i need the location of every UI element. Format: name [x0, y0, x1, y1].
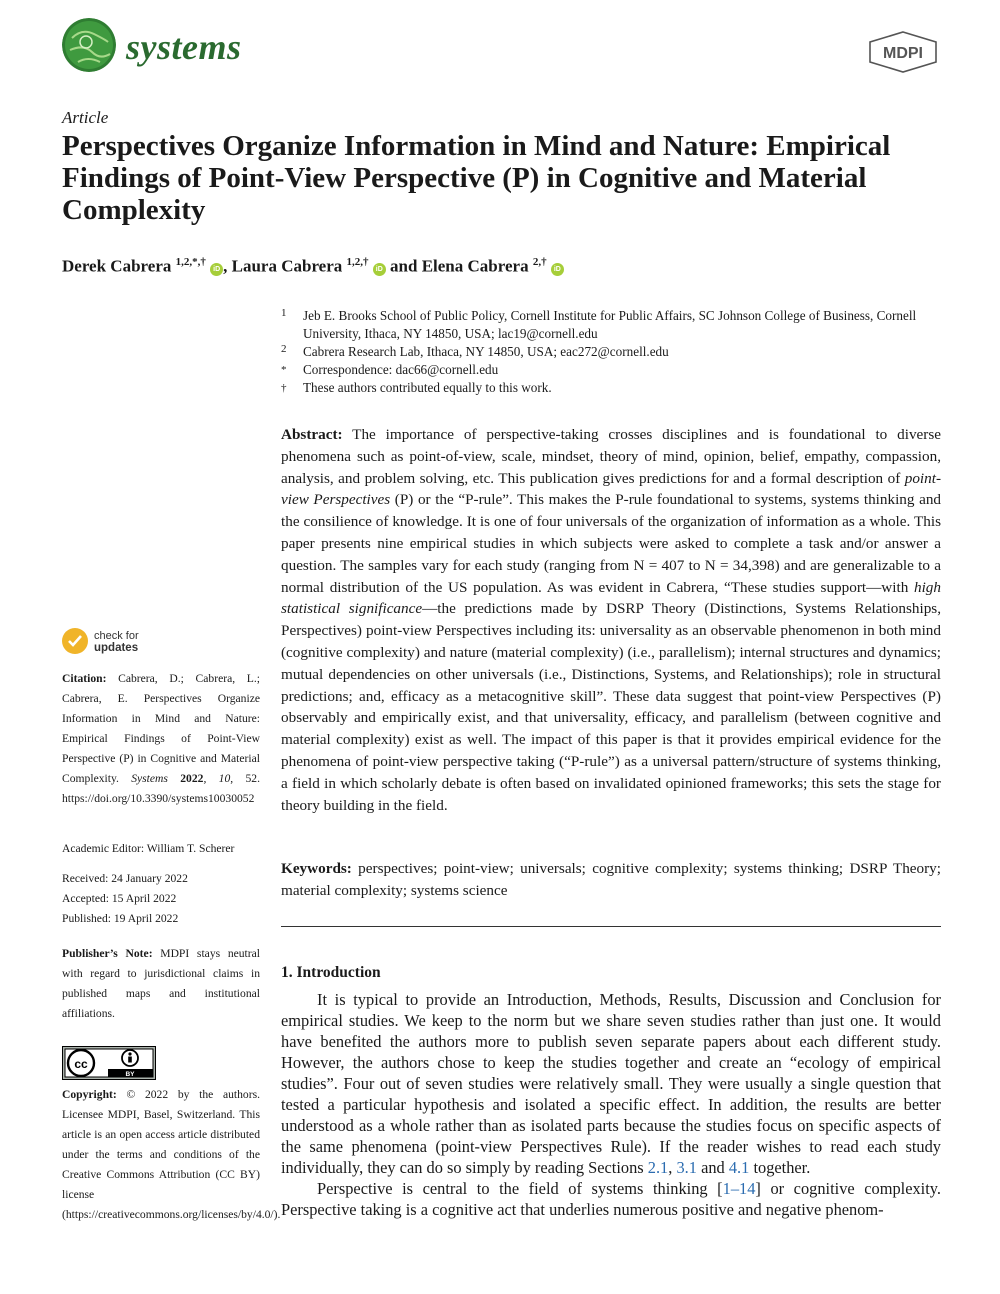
affiliation-item: 1 Jeb E. Brooks School of Public Policy, Cornell Institute for Public Affairs, SC Johnson College of Business, Cornell University, Ithaca, NY 14850, USA; lac19@cornell.edu: [281, 307, 917, 341]
orcid-icon[interactable]: iD: [551, 263, 564, 276]
affiliation-item: * Correspondence: dac66@cornell.edu: [281, 362, 499, 377]
globe-icon: [62, 18, 116, 72]
author-name: Laura Cabrera: [231, 256, 343, 276]
paragraph: It is typical to provide an Introduction, Methods, Results, Discussion and Conclusion for empirical studies. We keep to the norm but we share seven studies rather than just one. It would have benefited the authors more to publish seven separate papers about each different study. However, the authors chose to keep the studies together and create an “ecology of empirical studies”. Four out of seven studies were relatively small. They were usually a single question that tested a particular hypothesis and isolated a specific effect. In addition, the results are better understood as a whole rather than as isolated parts because the studies focus on specific aspects of the same phenomena (point-view Perspectives Rule). If the reader wishes to read each study individually, they can do so simply by reading Sections 2.1, 3.1 and 4.1 together.: [281, 990, 941, 1177]
publisher-logo: [866, 30, 940, 74]
section-title: 1. Introduction: [281, 964, 381, 981]
abstract: Abstract: The importance of perspective-taking crosses disciplines and is foundational to diverse phenomena such as point-of-view, scale, mindset, theory of mind, opinion, belief, empathy, compassion, analysis, and problem solving, etc. This publication gives predictions for and a formal description of point-view Perspectives (P) or the “P-rule”. This makes the P-rule foundational to systems, systems thinking and the consilience of knowledge. It is one of four universals of the organization of information as a whole. This paper presents nine empirical studies in which subjects were asked to complete a task and/or answer a question. The samples vary for each study (ranging from N = 407 to N = 34,398) and are generalizable to a normal distribution of the US population. As was evident in Cabrera, “These studies support—with high statistical significance—the predictions made by DSRP Theory (Distinctions, Systems Relationships, Perspectives) point-view Perspectives including its: universality as an observable phenomenon in both mind (cognitive complexity) and nature (material complexity) (i.e., parallelism); internal structures and dynamics; mutual dependencies on other universals (i.e., Distinctions, Systems, and Relationships); role in structural predictions; and, efficacy as a metacognitive skill”. These data suggest that point-view Perspectives (P) observably and empirically exist, and that universality, efficacy, and parallelism (between cognitive and material complexity) exist as well. The impact of this paper is that it provides empirical evidence for the phenomena of point-view perspective taking (“P-rule”) as a universal pattern/structure of systems thinking, a field in which scholarly debate is often based on invalidated opinioned frameworks; this sets the stage for theory building in the field.: [281, 426, 942, 814]
author-name: Derek Cabrera: [62, 256, 172, 276]
doi-link[interactable]: , 52. https://doi.org/10.3390/systems10030052: [62, 772, 260, 805]
cc-by-license-badge[interactable]: [62, 1046, 156, 1080]
section-link[interactable]: 4.1: [728, 1158, 750, 1177]
journal-name: systems: [126, 27, 242, 67]
section-link[interactable]: 2.1: [647, 1158, 669, 1177]
citation: Citation: Cabrera, D.; Cabrera, L.; Cabrera, E. Perspectives Organize Information in Mind and Nature: Empirical Findings of Point-View Perspective (P) in Cognitive and Material Complexity. Systems 2022, 10, 52. https://doi.org/10.3390/systems10030052: [62, 672, 260, 805]
author-affil: 2,†: [532, 256, 547, 268]
publisher-note: Publisher’s Note: MDPI stays neutral with regard to jurisdictional claims in published maps and institutional affiliations.: [62, 947, 261, 1020]
svg-text:cc: cc: [74, 1057, 88, 1071]
section-divider: [281, 926, 941, 927]
published-date: Published: 19 April 2022: [62, 912, 179, 925]
article-title: Perspectives Organize Information in Mind and Nature: Empirical Findings of Point-View Perspective (P) in Cognitive and Material Complexity: [62, 130, 891, 226]
paragraph: Perspective is central to the field of systems thinking [1–14] or cognitive complexity. Perspective taking is a cognitive act that underlies numerous positive and negative phenom-: [281, 1179, 941, 1219]
author-affil: 1,2,*,†: [175, 256, 206, 268]
copyright: Copyright: © 2022 by the authors. Licensee MDPI, Basel, Switzerland. This article is an open access article distributed under the terms and conditions of the Creative Commons Attribution (CC BY) license (https://creativecommons.org/licenses/by/4.0/).: [62, 1088, 281, 1221]
section-link[interactable]: 3.1: [676, 1158, 697, 1177]
check-updates-icon: [62, 628, 88, 654]
article-type: Article: [62, 108, 109, 127]
affiliations: [281, 307, 941, 397]
keywords: Keywords: perspectives; point-view; universals; cognitive complexity; systems thinking; DSRP Theory; material complexity; systems science: [281, 860, 941, 899]
article-dates: [62, 869, 260, 929]
author-affil: 1,2,†: [346, 256, 369, 268]
orcid-icon[interactable]: iD: [373, 263, 386, 276]
affiliation-item: 2 Cabrera Research Lab, Ithaca, NY 14850, USA; eac272@cornell.edu: [281, 343, 669, 359]
affiliation-item: † These authors contributed equally to this work.: [281, 380, 552, 395]
author-name: Elena Cabrera: [421, 256, 529, 276]
author-list: Derek Cabrera $^{1,2,*,\dagger}$ iD , Laura Cabrera $^{1,2,\dagger}$ iD and Elena Cabrera $^{2,\dagger}$ iD: [62, 256, 564, 277]
introduction-body: [281, 989, 941, 1220]
academic-editor: Academic Editor: William T. Scherer: [62, 842, 235, 855]
reference-link[interactable]: 1–14: [722, 1179, 756, 1198]
received-date: Received: 24 January 2022: [62, 872, 188, 885]
accepted-date: Accepted: 15 April 2022: [62, 892, 177, 905]
check-updates-button[interactable]: check for updates: [62, 628, 222, 668]
publisher-name: MDPI: [883, 45, 923, 62]
journal-logo: [62, 18, 116, 72]
orcid-icon[interactable]: iD: [210, 263, 223, 276]
cc-by-label: BY: [125, 1071, 135, 1078]
